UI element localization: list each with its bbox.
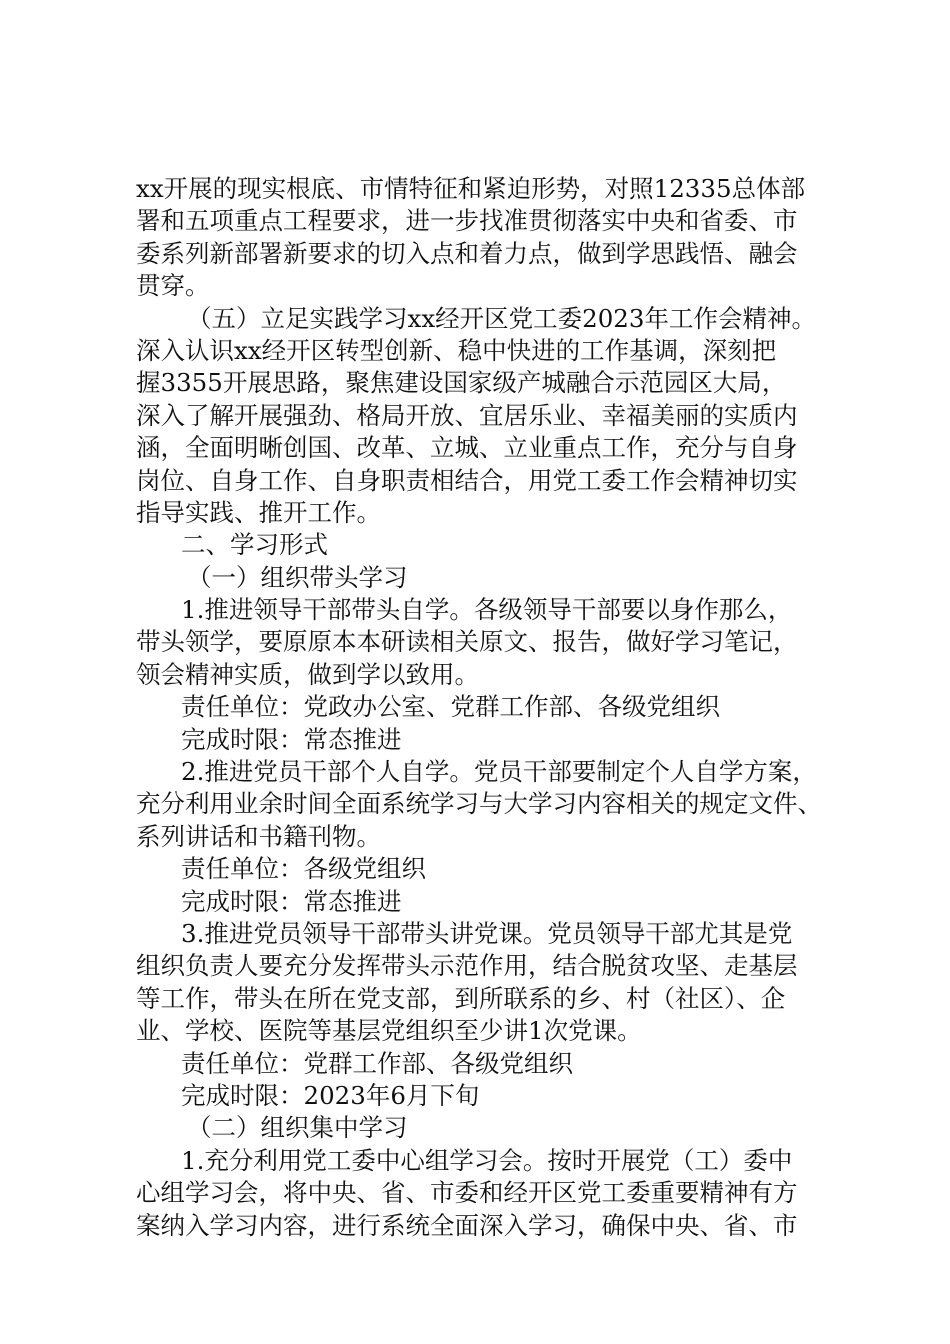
text-line: 指导实践、推开工作。 [136, 497, 381, 527]
text-line: xx开展的现实根底、市情特征和紧迫形势，对照12335总体部 [136, 174, 806, 203]
text-line: 1.推进领导干部带头自学。各级领导干部要以身作那么， [181, 595, 793, 625]
text-line: 责任单位：党群工作部、各级党组织 [181, 1048, 573, 1078]
text-line: （二）组织集中学习 [187, 1113, 408, 1143]
text-line: 充分利用业余时间全面系统学习与大学习内容相关的规定文件、 [136, 789, 822, 819]
text-line: 带头领学，要原原本本研读相关原文、报告，做好学习笔记， [136, 627, 798, 657]
text-line: 1.充分利用党工委中心组学习会。按时开展党（工）委中 [181, 1145, 793, 1175]
text-line: 3.推进党员领导干部带头讲党课。党员领导干部尤其是党 [181, 918, 793, 948]
text-line: 组织负责人要充分发挥带头示范作用，结合脱贫攻坚、走基层 [136, 951, 798, 981]
text-line: 深入认识xx经开区转型创新、稳中快进的工作基调，深刻把 [136, 335, 777, 365]
text-line: 完成时限：常态推进 [181, 724, 402, 754]
text-line: 握3355开展思路，聚焦建设国家级产城融合示范园区大局， [136, 368, 787, 398]
text-line: 领会精神实质，做到学以致用。 [136, 659, 479, 689]
document-body [136, 173, 836, 1242]
text-line: 心组学习会，将中央、省、市委和经开区党工委重要精神有方 [136, 1178, 798, 1208]
text-line: 等工作，带头在所在党支部，到所联系的乡、村（社区）、企 [136, 983, 786, 1013]
text-line: 系列讲话和书籍刊物。 [136, 821, 381, 851]
text-line: 责任单位：党政办公室、党群工作部、各级党组织 [181, 692, 720, 722]
text-line: 署和五项重点工程要求，进一步找准贯彻落实中央和省委、市 [136, 206, 798, 236]
text-line: 2.推进党员干部个人自学。党员干部要制定个人自学方案， [181, 757, 817, 787]
text-line: 案纳入学习内容，进行系统全面深入学习，确保中央、省、市 [136, 1210, 798, 1240]
text-line: （一）组织带头学习 [187, 562, 408, 592]
text-line: 涵，全面明晰创国、改革、立城、立业重点工作，充分与自身 [136, 433, 798, 463]
text-line: 深入了解开展强劲、格局开放、宜居乐业、幸福美丽的实质内 [136, 400, 798, 430]
text-line: 岗位、自身工作、自身职责相结合，用党工委工作会精神切实 [136, 465, 798, 495]
text-line: 完成时限：2023年6月下旬 [181, 1080, 480, 1110]
text-line: 贯穿。 [136, 271, 210, 301]
text-line: 完成时限：常态推进 [181, 886, 402, 916]
text-line: 责任单位：各级党组织 [181, 854, 426, 884]
text-line: 业、学校、医院等基层党组织至少讲1次党课。 [136, 1016, 642, 1046]
text-line: 委系列新部署新要求的切入点和着力点，做到学思践悟、融会 [136, 238, 798, 268]
text-line: （五）立足实践学习xx经开区党工委2023年工作会精神。 [187, 303, 816, 333]
text-line: 二、学习形式 [181, 530, 328, 560]
